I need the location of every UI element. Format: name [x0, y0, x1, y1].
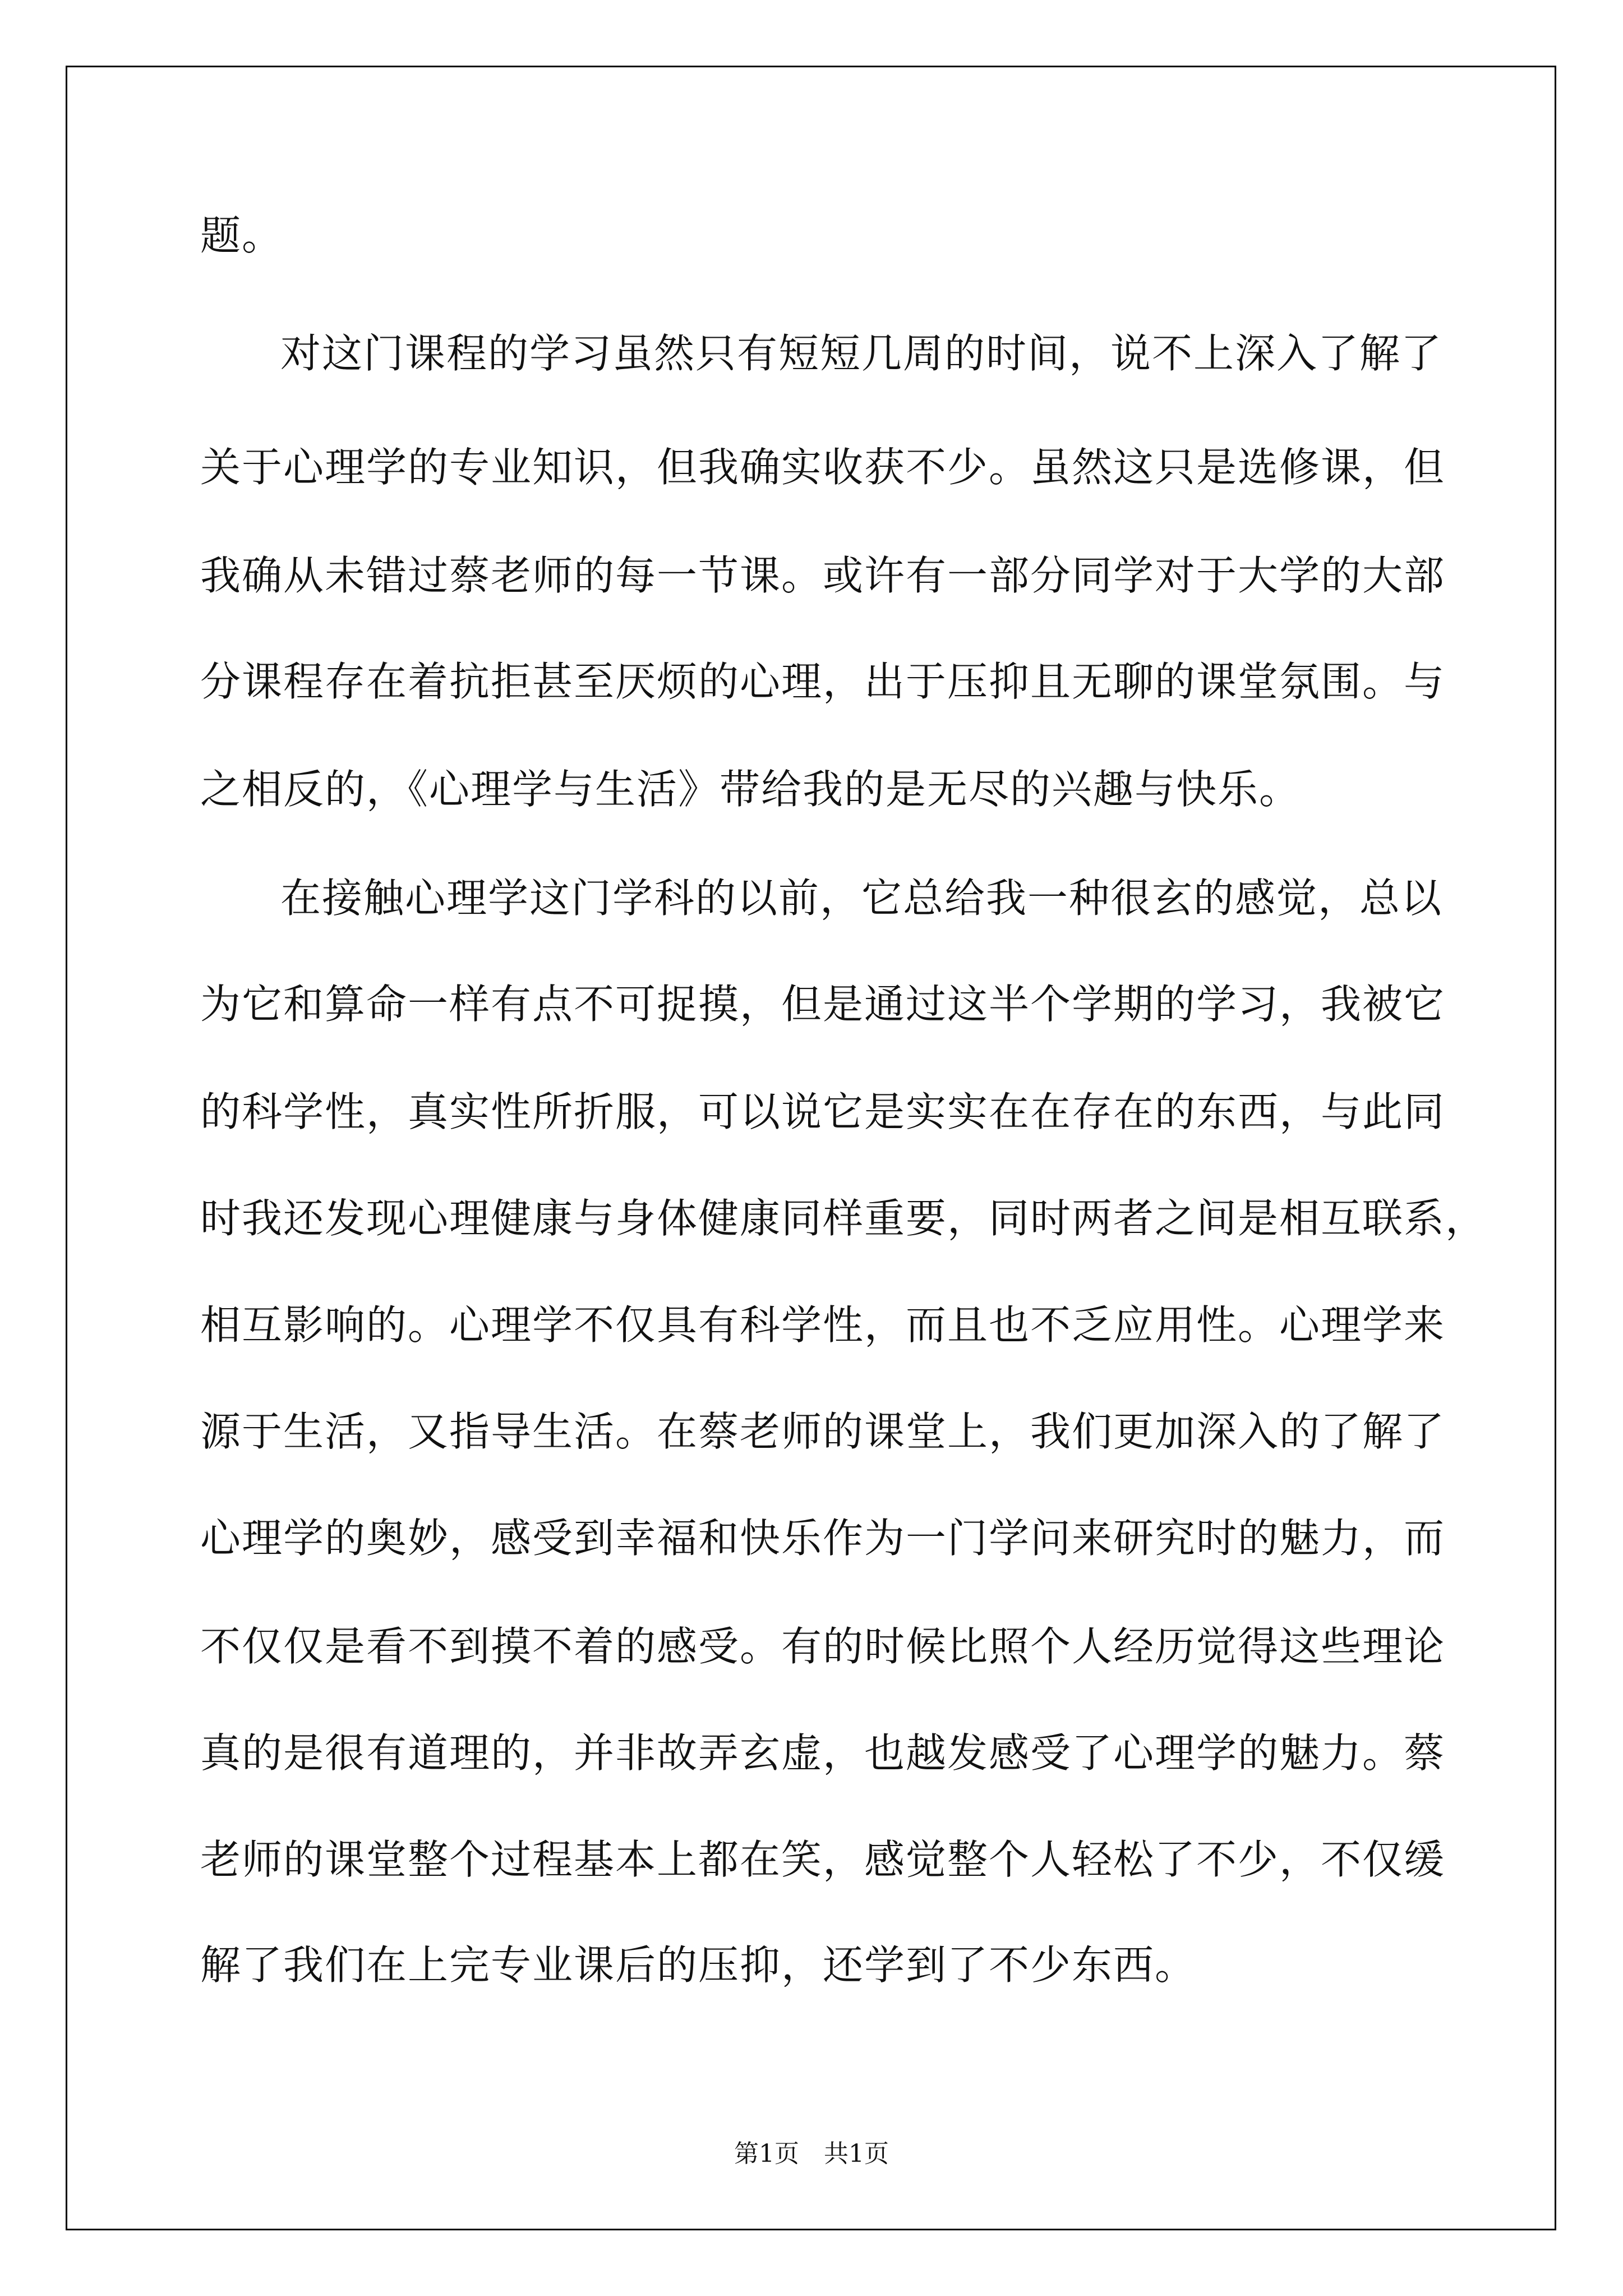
- text-line-15: 真的是很有道理的，并非故弄玄虚，也越发感受了心理学的魅力。蔡: [200, 1729, 1446, 1777]
- page-border: [66, 66, 1556, 2230]
- text-line-1: 题。: [200, 212, 284, 259]
- text-line-7: 在接触心理学这门学科的以前，它总给我一种很玄的感觉，总以: [280, 875, 1443, 922]
- page-number-footer: 第1页 共1页: [734, 2139, 889, 2168]
- text-line-4: 我确从未错过蔡老师的每一节课。或许有一部分同学对于大学的大部: [200, 552, 1446, 599]
- text-line-10: 时我还发现心理健康与身体健康同样重要，同时两者之间是相互联系，: [200, 1195, 1487, 1242]
- text-line-2: 对这门课程的学习虽然只有短短几周的时间，说不上深入了解了: [280, 330, 1443, 377]
- text-line-12: 源于生活，又指导生活。在蔡老师的课堂上，我们更加深入的了解了: [200, 1408, 1446, 1455]
- text-line-17: 解了我们在上完专业课后的压抑，还学到了不少东西。: [200, 1941, 1197, 1989]
- text-line-14: 不仅仅是看不到摸不着的感受。有的时候比照个人经历觉得这些理论: [200, 1623, 1446, 1670]
- text-line-11: 相互影响的。心理学不仅具有科学性，而且也不乏应用性。心理学来: [200, 1301, 1446, 1349]
- text-line-13: 心理学的奥妙，感受到幸福和快乐作为一门学问来研究时的魅力，而: [200, 1515, 1446, 1562]
- text-line-16: 老师的课堂整个过程基本上都在笑，感觉整个人轻松了不少，不仅缓: [200, 1836, 1446, 1883]
- text-line-9: 的科学性，真实性所折服，可以说它是实实在在存在的东西，与此同: [200, 1088, 1446, 1135]
- text-line-8: 为它和算命一样有点不可捉摸，但是通过这半个学期的学习，我被它: [200, 981, 1446, 1028]
- text-line-5: 分课程存在着抗拒甚至厌烦的心理，出于压抑且无聊的课堂氛围。与: [200, 658, 1446, 705]
- text-line-3: 关于心理学的专业知识，但我确实收获不少。虽然这只是选修课，但: [200, 444, 1446, 491]
- text-line-6: 之相反的，《心理学与生活》带给我的是无尽的兴趣与快乐。: [200, 766, 1301, 813]
